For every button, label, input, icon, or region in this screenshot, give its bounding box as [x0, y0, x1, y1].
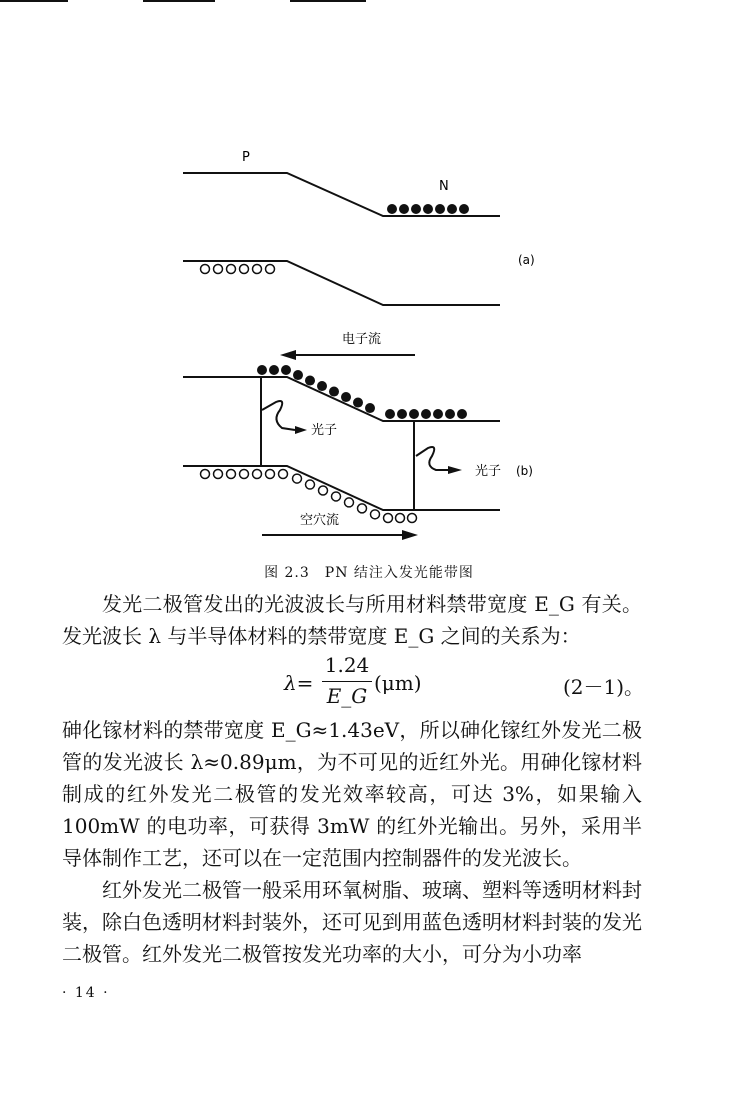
paragraph-2: 砷化镓材料的禁带宽度 E_G≈1.43eV，所以砷化镓红外发光二极管的发光波长 λ≈0.89μm，为不可见的近红外光。用砷化镓材料制成的红外发光二极管的发光效率较高，可达 3%，如果输入 100mW 的电功率，可获得 3mW 的红外光输出。另外，采用半导体制作工艺，还可以在一定范围内控制器件的发光波长。 [62, 718, 642, 870]
electron-dot [411, 204, 421, 214]
equation-numerator: 1.24 [324, 653, 370, 677]
electron-dot [421, 409, 431, 419]
paragraph-3: 红外发光二极管一般采用环氧树脂、玻璃、塑料等透明材料封装，除白色透明材料封装外，还可见到用蓝色透明材料封装的发光二极管。红外发光二极管按发光功率的大小，可分为小功率 [62, 878, 642, 966]
fraction-bar [322, 681, 372, 682]
hole-circle [293, 474, 302, 483]
label-b: (b) [516, 464, 533, 478]
label-a: (a) [518, 253, 535, 267]
photon-label-1: 光子 [311, 423, 338, 438]
hole-circle [214, 470, 223, 479]
electron-dot [305, 376, 315, 386]
electron-dot [435, 204, 445, 214]
hole-circle [345, 498, 354, 507]
electron-dot [353, 398, 363, 408]
equation-lhs: λ= [284, 671, 314, 695]
hole-circle [227, 470, 236, 479]
electron-dot [397, 409, 407, 419]
hole-circle [214, 265, 223, 274]
electron-dot [293, 370, 303, 380]
hole-flow-arrow [262, 530, 418, 540]
hole-circle [227, 265, 236, 274]
electron-dot [269, 365, 279, 375]
electron-dot [409, 409, 419, 419]
hole-circle [253, 265, 262, 274]
photon-wave-right [416, 447, 448, 470]
electron-dot [257, 365, 267, 375]
electrons-a [387, 204, 469, 214]
hole-circle [279, 470, 288, 479]
electron-dot [365, 403, 375, 413]
photon-wave-left [262, 401, 295, 430]
label-p: P [242, 150, 250, 165]
electron-dot [399, 204, 409, 214]
hole-circle [266, 470, 275, 479]
photon-label-2: 光子 [475, 464, 502, 479]
photon-arrow-left [295, 426, 307, 434]
electron-dot [317, 381, 327, 391]
equation-fraction [322, 653, 372, 710]
equation-unit: (μm) [374, 671, 422, 695]
hole-circle [266, 265, 275, 274]
hole-circle [332, 492, 341, 501]
equation-denominator: E_G [326, 684, 368, 708]
electron-dot [281, 365, 291, 375]
hole-circle [371, 510, 380, 519]
photon-arrow-right [448, 466, 462, 474]
electron-dot [457, 409, 467, 419]
hole-flow-label: 空穴流 [300, 513, 340, 528]
electron-dot [329, 387, 339, 397]
electron-dot [423, 204, 433, 214]
electron-flow-label: 电子流 [342, 332, 382, 347]
hole-circle [408, 514, 417, 523]
electron-dot [459, 204, 469, 214]
hole-circle [384, 514, 393, 523]
electron-dot [447, 204, 457, 214]
page-number: · 14 · [62, 985, 110, 1001]
hole-circle [240, 470, 249, 479]
label-n: N [439, 179, 449, 194]
hole-circle [306, 480, 315, 489]
equation-number: (2－1)。 [563, 675, 645, 699]
figure-caption: 图 2.3 PN 结注入发光能带图 [264, 565, 474, 581]
diagram-a [183, 173, 500, 305]
electron-dot [341, 392, 351, 402]
hole-circle [201, 470, 210, 479]
hole-circle [396, 514, 405, 523]
electron-dot [387, 204, 397, 214]
equation-2-1 [0, 653, 738, 713]
holes-a [201, 265, 275, 274]
electron-dot [445, 409, 455, 419]
electron-flow-arrow [280, 350, 415, 360]
hole-circle [201, 265, 210, 274]
electron-dot [433, 409, 443, 419]
paragraph-1: 发光二极管发出的光波波长与所用材料禁带宽度 E_G 有关。发光波长 λ 与半导体材料的禁带宽度 E_G 之间的关系为： [62, 592, 642, 648]
hole-circle [319, 486, 328, 495]
hole-circle [253, 470, 262, 479]
hole-circle [358, 504, 367, 513]
electron-dot [385, 409, 395, 419]
hole-circle [240, 265, 249, 274]
